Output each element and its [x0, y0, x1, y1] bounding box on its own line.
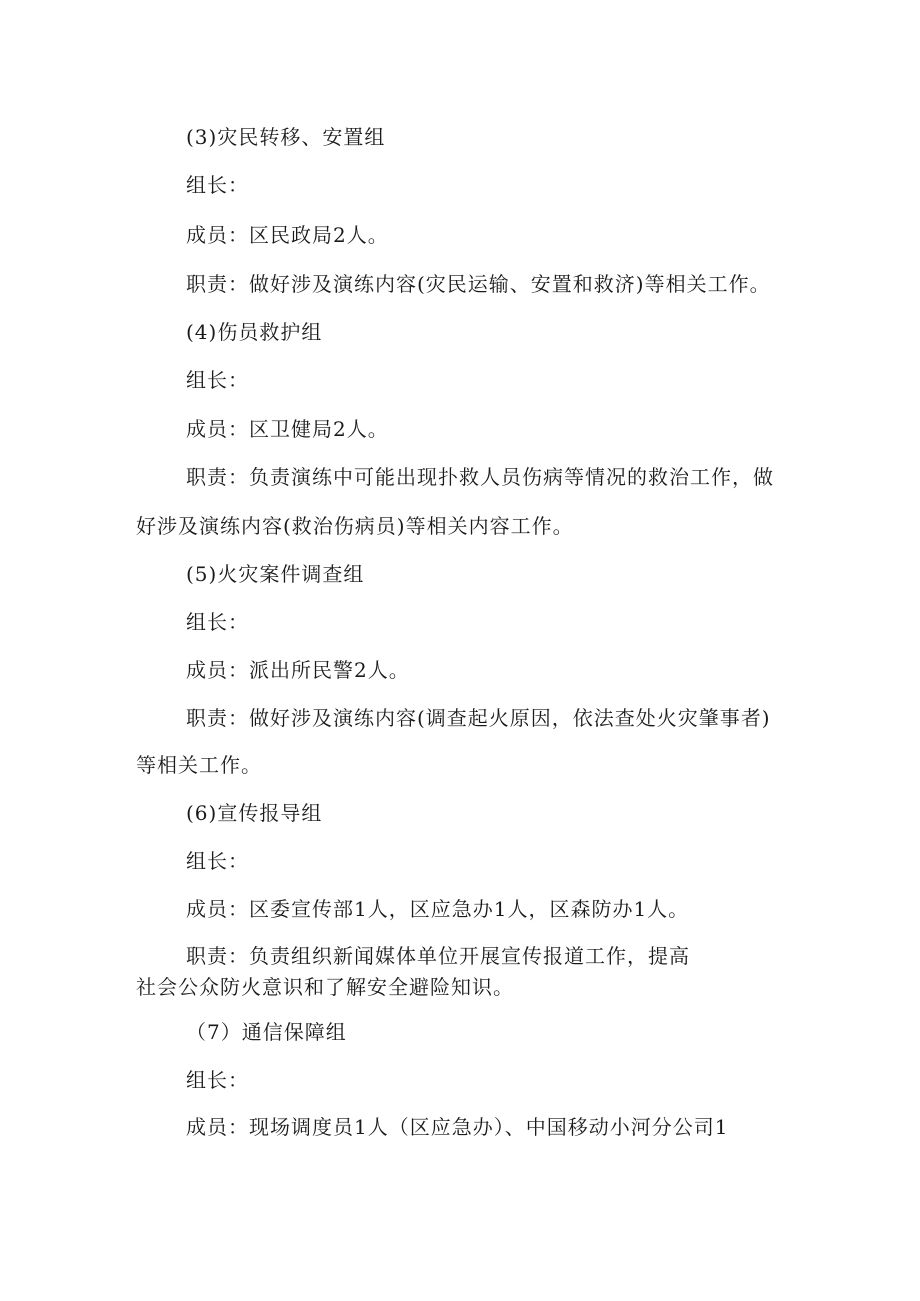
members-line: 成员：区民政局2人。 [186, 223, 389, 247]
members-line: 成员：派出所民警2人。 [186, 658, 410, 682]
members-line: 成员：区卫健局2人。 [186, 417, 389, 441]
duties-line-continuation: 等相关工作。 [136, 753, 262, 777]
group-leader-line: 组长： [186, 368, 249, 392]
duties-line: 职责：负责组织新闻媒体单位开展宣传报道工作，提高 [186, 944, 690, 968]
section-heading-5: (5)火灾案件调查组 [186, 562, 365, 586]
section-heading-6: (6)宣传报导组 [186, 801, 323, 825]
duties-line: 职责：做好涉及演练内容(灾民运输、安置和救济)等相关工作。 [186, 272, 771, 296]
section-heading-4: (4)伤员救护组 [186, 320, 323, 344]
duties-line-continuation: 社会公众防火意识和了解安全避险知识。 [136, 975, 514, 999]
group-leader-line: 组长： [186, 849, 249, 873]
group-leader-line: 组长： [186, 173, 249, 197]
section-heading-3: (3)灾民转移、安置组 [186, 125, 386, 149]
duties-line: 职责：负责演练中可能出现扑救人员伤病等情况的救治工作，做 [186, 465, 774, 489]
members-line: 成员：现场调度员1人（区应急办）、中国移动小河分公司1 [186, 1115, 729, 1139]
duties-line: 职责：做好涉及演练内容(调查起火原因，依法查处火灾肇事者) [186, 706, 771, 730]
group-leader-line: 组长： [186, 610, 249, 634]
members-line: 成员：区委宣传部1人，区应急办1人，区森防办1人。 [186, 897, 690, 921]
group-leader-line: 组长： [186, 1068, 249, 1092]
section-heading-7: （7）通信保障组 [186, 1020, 347, 1044]
duties-line-continuation: 好涉及演练内容(救治伤病员)等相关内容工作。 [136, 514, 574, 538]
